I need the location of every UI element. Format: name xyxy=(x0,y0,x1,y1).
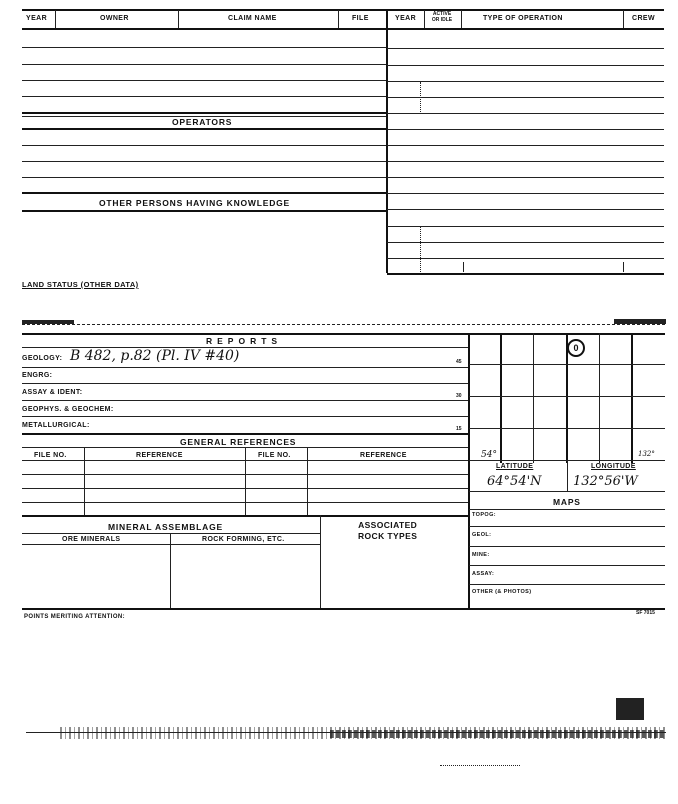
reports-num-45: 45 xyxy=(456,359,462,365)
maps-assay-label: ASSAY: xyxy=(472,571,495,577)
general-references-title: GENERAL REFERENCES xyxy=(180,437,297,447)
rock-forming-label: ROCK FORMING, ETC. xyxy=(202,536,285,543)
reports-num-15: 15 xyxy=(456,426,462,432)
metallurgical-label: METALLURGICAL: xyxy=(22,422,90,429)
maps-topog-label: TOPOG: xyxy=(472,512,496,518)
location-left-corner: 54° xyxy=(481,450,497,460)
header-year: YEAR xyxy=(26,15,48,22)
maps-title: MAPS xyxy=(553,497,581,507)
points-meriting-attention-label: POINTS MERITING ATTENTION: xyxy=(24,614,126,620)
header-crew: CREW xyxy=(632,15,655,22)
form-code: SF 7015 xyxy=(636,610,655,616)
location-right-corner: 132° xyxy=(638,450,655,458)
header-file: FILE xyxy=(352,15,369,22)
mineral-assemblage-title: MINERAL ASSEMBLAGE xyxy=(108,522,223,532)
ref-file-no-1: FILE NO. xyxy=(34,452,67,459)
header-owner: OWNER xyxy=(100,15,129,22)
engrg-label: ENGRG: xyxy=(22,372,53,379)
rock-types-line: ROCK TYPES xyxy=(358,531,418,541)
latitude-value: 64°54'N xyxy=(487,474,542,489)
ref-reference-1: REFERENCE xyxy=(136,452,183,459)
other-persons-heading: OTHER PERSONS HAVING KNOWLEDGE xyxy=(99,198,291,208)
maps-other-label: OTHER (& PHOTOS) xyxy=(472,589,532,595)
maps-geol-label: GEOL: xyxy=(472,532,492,538)
reports-num-30: 30 xyxy=(456,393,462,399)
geology-label: GEOLOGY: xyxy=(22,355,63,362)
header-or-idle: OR IDLE xyxy=(431,17,453,23)
ore-minerals-label: ORE MINERALS xyxy=(62,536,121,543)
associated-line: ASSOCIATED xyxy=(358,520,418,530)
location-circle-marker xyxy=(567,339,585,357)
header-claim-name: CLAIM NAME xyxy=(228,15,277,22)
longitude-value: 132°56'W xyxy=(573,474,638,489)
ref-reference-2: REFERENCE xyxy=(360,452,407,459)
assay-ident-label: ASSAY & IDENT: xyxy=(22,389,83,396)
land-status-label: LAND STATUS (OTHER DATA) xyxy=(22,280,139,289)
location-circle-text: 0 xyxy=(573,343,579,353)
operators-heading: OPERATORS xyxy=(172,117,233,127)
ref-file-no-2: FILE NO. xyxy=(258,452,291,459)
geology-value: B 482, p.82 (Pl. IV #40) xyxy=(70,348,240,364)
header-type-of-operation: TYPE OF OPERATION xyxy=(483,15,563,22)
longitude-label: LONGITUDE xyxy=(591,463,636,470)
reports-title: REPORTS xyxy=(206,336,283,346)
header-active: ACTIVE xyxy=(432,11,452,17)
header-year-2: YEAR xyxy=(395,15,417,22)
header-active-or-idle xyxy=(425,11,459,23)
associated-rock-types-label xyxy=(358,520,417,542)
latitude-label: LATITUDE xyxy=(496,463,534,470)
geophys-geochem-label: GEOPHYS. & GEOCHEM: xyxy=(22,406,114,413)
maps-mine-label: MINE: xyxy=(472,552,490,558)
